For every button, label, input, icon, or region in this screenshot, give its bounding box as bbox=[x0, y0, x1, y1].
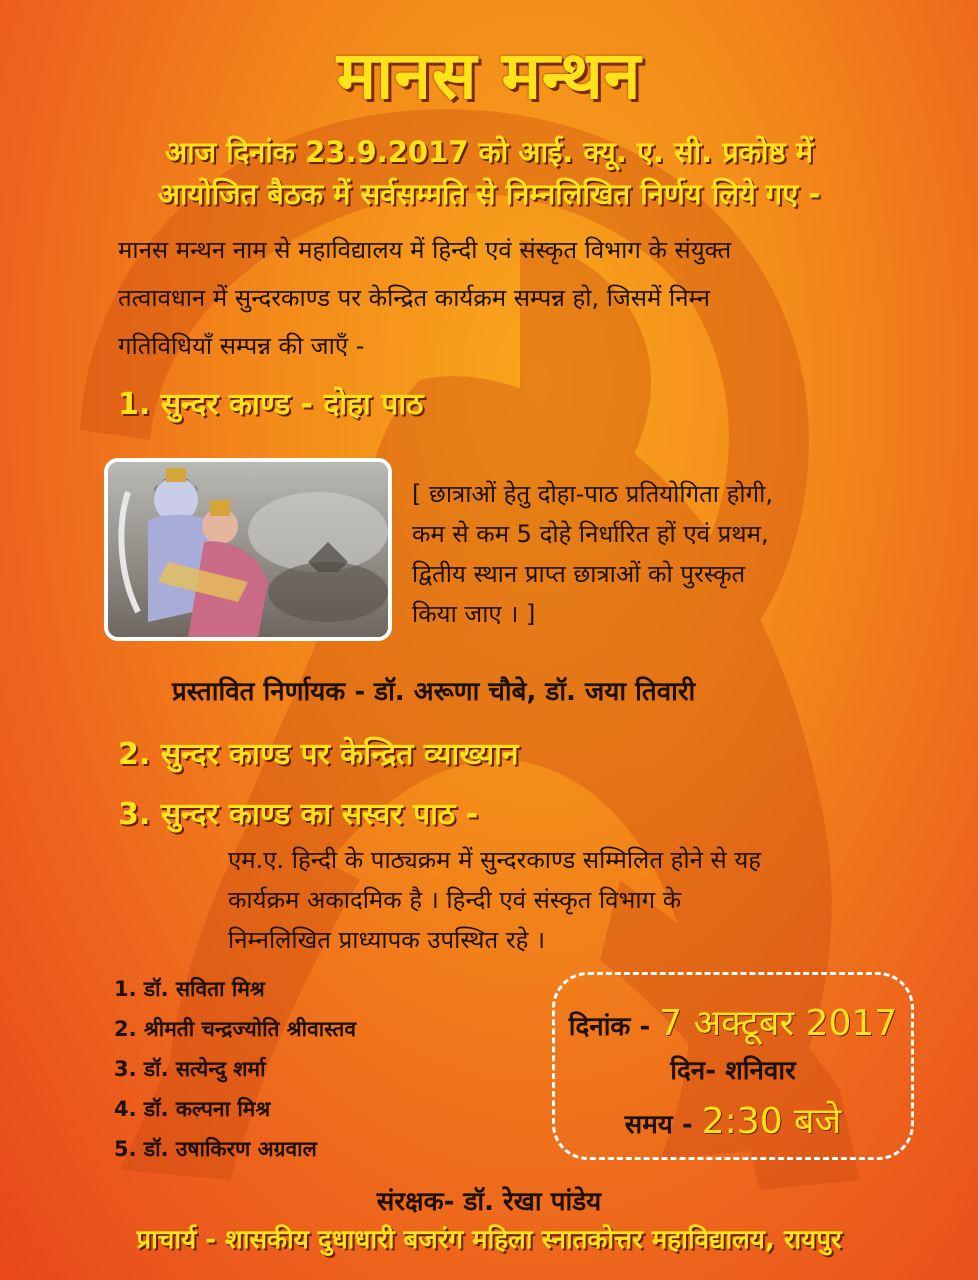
intro-line-1: आज दिनांक 23.9.2017 को आई. क्यू. ए. सी. प्रकोष्ठ में bbox=[164, 135, 813, 169]
faculty-list-item: 1. डॉ. सविता मिश्र bbox=[114, 977, 265, 1001]
item3-text-line-3: निम्नलिखित प्राध्यापक उपस्थित रहे । bbox=[228, 926, 546, 954]
item1-heading: 1. सुन्दर काण्ड - दोहा पाठ bbox=[118, 387, 424, 422]
intro-line-2: आयोजित बैठक में सर्वसम्मति से निम्नलिखित निर्णय लिये गए - bbox=[157, 177, 821, 211]
item3-heading: 3. सुन्दर काण्ड का सस्वर पाठ - bbox=[118, 797, 479, 832]
description-line-3: गतिविधियाँ सम्पन्न की जाएँ - bbox=[118, 332, 365, 360]
event-day: दिन- शनिवार bbox=[670, 1056, 796, 1086]
note-line-2: कम से कम 5 दोहे निर्धारित हों एवं प्रथम, bbox=[412, 520, 769, 548]
event-details-box bbox=[552, 972, 914, 1160]
event-time bbox=[555, 1095, 911, 1144]
ram-hanuman-image bbox=[104, 458, 392, 641]
note-line-4: किया जाए । ] bbox=[412, 600, 536, 628]
patron-line: संरक्षक- डॉ. रेखा पांडेय bbox=[376, 1187, 602, 1217]
proposed-judges: प्रस्तावित निर्णायक - डॉ. अरूणा चौबे, डॉ. जया तिवारी bbox=[172, 677, 696, 707]
note-line-1: [ छात्राओं हेतु दोहा-पाठ प्रतियोगिता होगी, bbox=[412, 480, 773, 508]
item3-text-line-2: कार्यक्रम अकादमिक है । हिन्दी एवं संस्कृत विभाग के bbox=[228, 886, 682, 914]
event-date-value: 7 अक्टूबर 2017 bbox=[659, 1003, 898, 1044]
faculty-list-item: 2. श्रीमती चन्द्रज्योति श्रीवास्तव bbox=[114, 1017, 357, 1041]
event-time-label: समय - bbox=[624, 1110, 702, 1140]
event-time-value: 2:30 बजे bbox=[701, 1101, 842, 1142]
event-date-label: दिनांक - bbox=[568, 1012, 660, 1042]
page-title: मानस मन्थन bbox=[336, 37, 642, 114]
faculty-list-item: 4. डॉ. कल्पना मिश्र bbox=[114, 1097, 271, 1121]
description-line-1: मानस मन्थन नाम से महाविद्यालय में हिन्दी एवं संस्कृत विभाग के संयुक्त bbox=[118, 236, 732, 264]
competition-note bbox=[412, 474, 872, 634]
description-line-2: तत्वावधान में सुन्दरकाण्ड पर केन्द्रित कार्यक्रम सम्पन्न हो, जिसमें निम्न bbox=[118, 284, 710, 312]
note-line-3: द्वितीय स्थान प्राप्त छात्राओं को पुरस्कृत bbox=[412, 560, 746, 588]
faculty-list-item: 5. डॉ. उषाकिरण अग्रवाल bbox=[114, 1137, 317, 1161]
item3-text-line-1: एम.ए. हिन्दी के पाठ्यक्रम में सुन्दरकाण्ड सम्मिलित होने से यह bbox=[228, 846, 762, 874]
item2-heading: 2. सुन्दर काण्ड पर केन्द्रित व्याख्यान bbox=[118, 737, 519, 772]
faculty-list-item: 3. डॉ. सत्येन्दु शर्मा bbox=[114, 1057, 266, 1081]
event-date bbox=[555, 997, 911, 1046]
principal-line: प्राचार्य - शासकीय दुधाधारी बजरंग महिला स्नातकोत्तर महाविद्यालय, रायपुर bbox=[136, 1225, 842, 1255]
